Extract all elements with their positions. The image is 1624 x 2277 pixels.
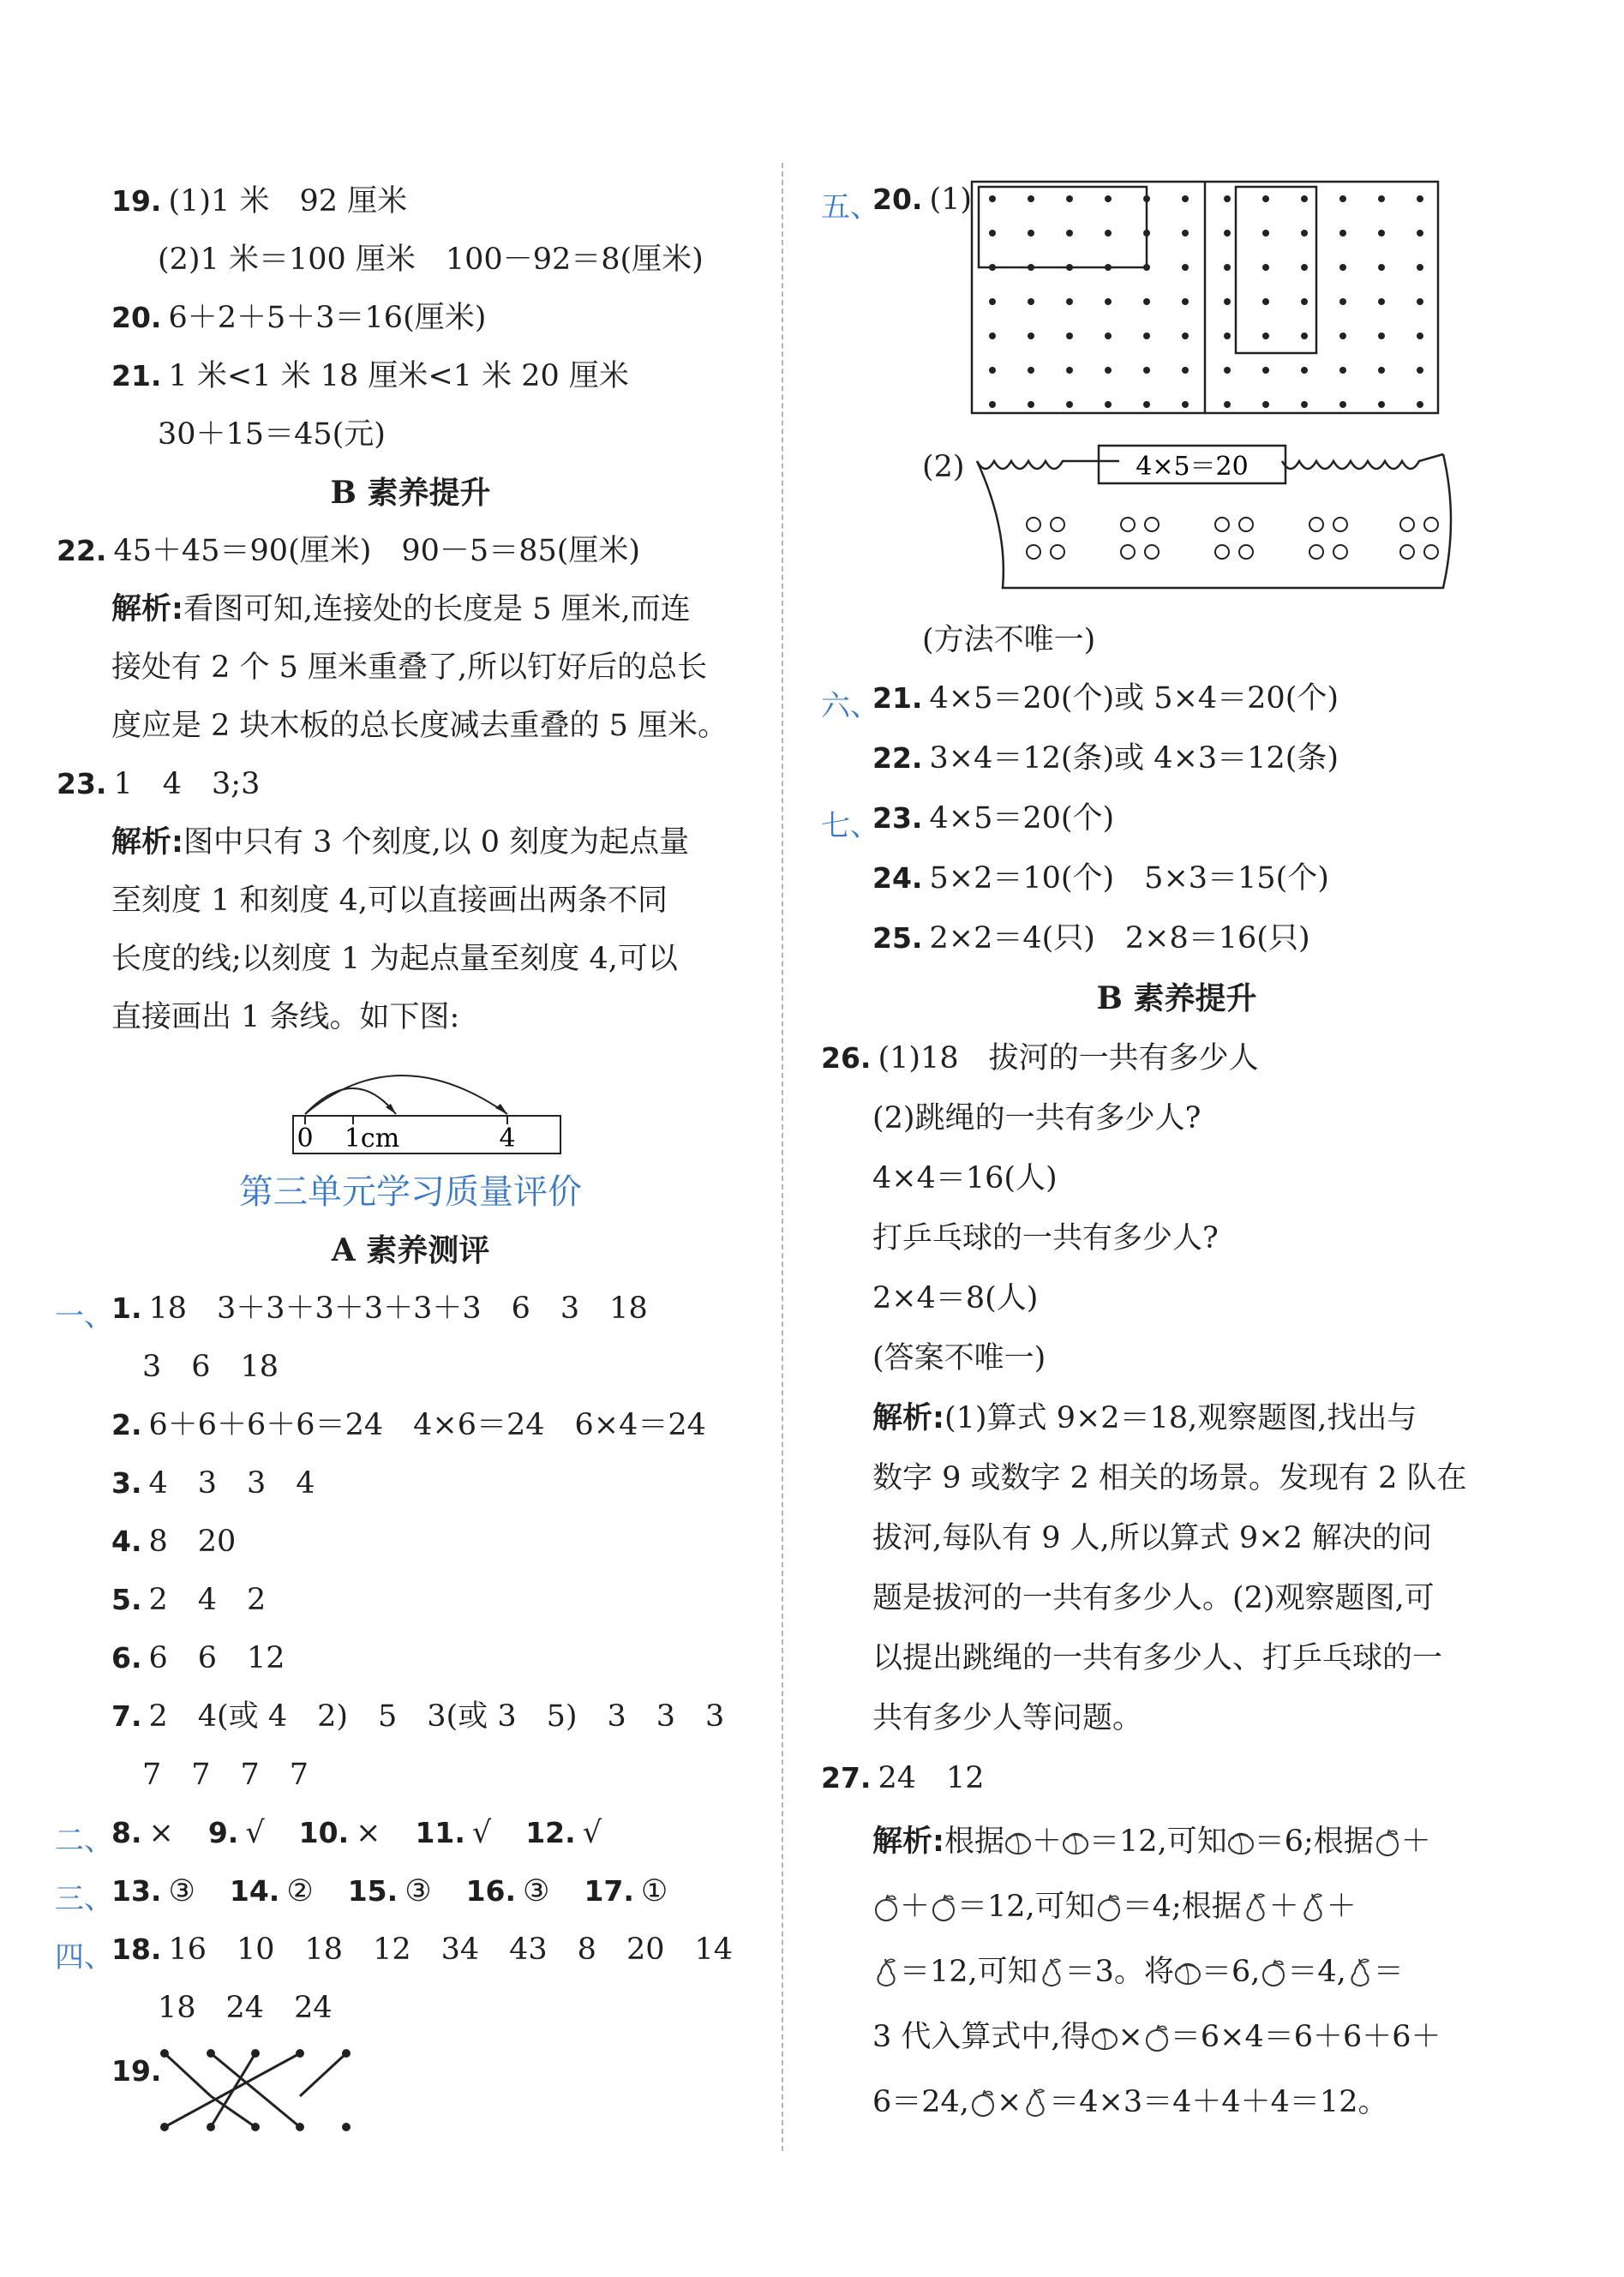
answer-24r — [872, 857, 1329, 900]
grid-dot — [1105, 367, 1112, 374]
grid-dot — [1224, 195, 1231, 202]
analysis-text: 图中只有 3 个刻度,以 0 刻度为起点量 — [183, 825, 690, 860]
question-number: 25. — [872, 921, 923, 955]
answer-18 — [111, 1928, 733, 1971]
analysis-text: ＝6;根据 — [1254, 1825, 1374, 1859]
analysis-text: ＝4×3＝4＋4＋4＝12。 — [1049, 2085, 1388, 2119]
analysis-text: 根据 — [944, 1825, 1005, 1859]
answer-text: 4×5＝20(个)或 5×4＝20(个) — [929, 681, 1339, 716]
section-6-label: 六、 — [821, 689, 879, 723]
grid-dot — [1028, 195, 1034, 202]
analysis-text: 3 代入算式中,得 — [872, 2020, 1091, 2054]
question-number: 23. — [872, 801, 923, 835]
grid-dot — [1143, 264, 1150, 271]
analysis-22-line2: 接处有 2 个 5 厘米重叠了,所以钉好后的总长 — [111, 650, 708, 685]
analysis-27-line1 — [872, 1820, 1431, 1863]
grid-dot — [1105, 230, 1112, 237]
answer-text: 2 4 2 — [148, 1583, 267, 1617]
grid-dot — [989, 195, 996, 202]
answer-21r — [872, 677, 1339, 720]
answer-6 — [111, 1637, 285, 1680]
analysis-27-line2 — [872, 1885, 1357, 1928]
pear-icon — [872, 1957, 900, 1986]
grid-dot — [1182, 195, 1189, 202]
analysis-text: ＋ — [1326, 1890, 1357, 1924]
grid-dot — [1143, 230, 1150, 237]
grid-dot — [1378, 401, 1385, 408]
grid-dot — [1224, 367, 1231, 374]
grid-dot — [1182, 264, 1189, 271]
analysis-text: ＝12,可知 — [1089, 1825, 1227, 1859]
analysis-text: ＋ — [900, 1890, 931, 1924]
analysis-26-line4: 题是拔河的一共有多少人。(2)观察题图,可 — [872, 1581, 1435, 1615]
ruler-tick-1cm: 1cm — [344, 1124, 400, 1153]
grid-dot — [1262, 195, 1269, 202]
question-number: 23. — [57, 767, 107, 800]
answer-text: 3×4＝12(条)或 4×3＝12(条) — [929, 741, 1339, 776]
question-number: 12. — [525, 1816, 576, 1849]
grid-dot — [1262, 401, 1269, 408]
grid-dot — [1378, 367, 1385, 374]
grid-dot — [1028, 298, 1034, 305]
section-7-label: 七、 — [821, 809, 879, 843]
grid-dot — [1143, 367, 1150, 374]
boat-box-label: 4×5＝20 — [1136, 452, 1249, 482]
analysis-text: ＋ — [1400, 1825, 1431, 1859]
pear-icon — [1022, 2088, 1049, 2117]
section-heading-b: B 素养提升 — [330, 475, 491, 511]
answer-26-line5: 2×4＝8(人) — [872, 1281, 1039, 1315]
section-4-label: 四、 — [55, 1940, 113, 1974]
apple-icon — [930, 1892, 957, 1921]
answer-text: 16 10 18 12 34 43 8 20 14 — [168, 1932, 734, 1967]
grid-dot — [1339, 264, 1346, 271]
apple-icon — [969, 2088, 997, 2117]
ruler-diagram — [286, 1046, 578, 1157]
analysis-23-line2: 至刻度 1 和刻度 4,可以直接画出两条不同 — [111, 884, 668, 918]
grid-dot — [1301, 401, 1308, 408]
question-number: 14. — [229, 1874, 280, 1908]
question-number: 13. — [111, 1874, 162, 1908]
analysis-label: 解析: — [872, 1825, 944, 1859]
peach-icon — [1174, 1957, 1202, 1986]
question-number: 5. — [111, 1583, 142, 1616]
grid-dot — [1378, 264, 1385, 271]
judge-mark: × — [356, 1816, 381, 1850]
grid-dot — [1417, 333, 1423, 339]
question-number: 20. — [872, 183, 923, 216]
analysis-27-line3 — [872, 1950, 1404, 1993]
grid-dot — [1105, 195, 1112, 202]
grid-dot — [1143, 195, 1150, 202]
answer-1-line2: 3 6 18 — [142, 1350, 279, 1384]
question-number: 17. — [584, 1874, 634, 1908]
method-note: (方法不唯一) — [922, 623, 1096, 657]
section-heading-a: A 素养测评 — [331, 1232, 490, 1268]
question-number: 20. — [111, 301, 162, 334]
grid-dot — [1378, 298, 1385, 305]
choice-mark: ② — [286, 1874, 314, 1908]
grid-dot — [1378, 230, 1385, 237]
question-number: 21. — [111, 359, 162, 392]
answer-text: 5×2＝10(个) 5×3＝15(个) — [929, 861, 1329, 896]
question-number: 22. — [872, 741, 923, 775]
analysis-text: ＝3。将 — [1064, 1955, 1174, 1989]
question-number: 18. — [111, 1932, 162, 1966]
apple-icon — [1260, 1957, 1287, 1986]
question-number: 19. — [111, 184, 162, 218]
grid-dot — [1028, 401, 1034, 408]
grid-dot — [1143, 401, 1150, 408]
matching-lines-diagram — [158, 2045, 398, 2139]
answer-2 — [111, 1404, 706, 1447]
boat-figure — [974, 442, 1471, 596]
answer-22 — [57, 530, 640, 572]
judge-mark: √ — [582, 1816, 602, 1850]
peach-icon — [1227, 1827, 1255, 1856]
answer-26-line3: 4×4＝16(人) — [872, 1161, 1058, 1195]
answer-text: 2 4(或 4 2) 5 3(或 3 5) 3 3 3 — [148, 1699, 725, 1734]
analysis-23-line4: 直接画出 1 条线。如下图: — [111, 1000, 460, 1034]
answer-20r — [872, 178, 972, 221]
grid-dot — [1066, 401, 1073, 408]
pear-icon — [1242, 1892, 1269, 1921]
analysis-23-line3: 长度的线;以刻度 1 为起点量至刻度 4,可以 — [111, 942, 678, 976]
answer-26-line4: 打乒乓球的一共有多少人? — [872, 1221, 1219, 1255]
analysis-text: ＝12,可知 — [900, 1955, 1038, 1989]
grid-dot — [1301, 264, 1308, 271]
analysis-text: ＝12,可知 — [957, 1890, 1095, 1924]
choice-answers — [111, 1870, 668, 1913]
grid-dot — [1262, 333, 1269, 339]
question-number: 11. — [415, 1816, 465, 1849]
analysis-label: 解析: — [111, 592, 183, 626]
part-label: (1) — [929, 183, 973, 217]
grid-dot — [1028, 367, 1034, 374]
grid-dot — [1066, 298, 1073, 305]
grid-dot — [989, 367, 996, 374]
grid-dot — [1224, 333, 1231, 339]
judge-mark: × — [148, 1816, 174, 1850]
grid-dot — [1339, 401, 1346, 408]
grid-dot — [1417, 401, 1423, 408]
section-heading-b-right: B 素养提升 — [1096, 980, 1257, 1016]
grid-dot — [1339, 298, 1346, 305]
analysis-label: 解析: — [111, 825, 183, 860]
grid-dot — [1182, 298, 1189, 305]
question-number: 9. — [207, 1816, 239, 1849]
analysis-27-line4 — [872, 2016, 1441, 2058]
grid-dot — [1301, 367, 1308, 374]
answer-23r — [872, 797, 1114, 840]
section-5-label: 五、 — [821, 190, 879, 225]
question-number: 1. — [111, 1291, 142, 1325]
grid-dot — [1339, 230, 1346, 237]
grid-dot — [1301, 195, 1308, 202]
analysis-23-line1 — [111, 821, 689, 864]
answer-text: 4 3 3 4 — [148, 1466, 315, 1501]
question-number: 27. — [821, 1761, 872, 1795]
answer-text: (1)1 米 92 厘米 — [168, 184, 408, 219]
answer-23 — [57, 763, 260, 806]
choice-mark: ③ — [405, 1874, 432, 1908]
answer-26-line6: (答案不唯一) — [872, 1341, 1046, 1375]
grid-dot — [1301, 298, 1308, 305]
answer-text: 1 米<1 米 18 厘米<1 米 20 厘米 — [168, 359, 629, 393]
analysis-26-line3: 拔河,每队有 9 人,所以算式 9×2 解决的问 — [872, 1521, 1432, 1555]
question-number: 21. — [872, 681, 923, 715]
question-number: 22. — [57, 534, 107, 567]
analysis-text: 看图可知,连接处的长度是 5 厘米,而连 — [183, 592, 691, 626]
grid-dot — [1224, 264, 1231, 271]
grid-dot — [1182, 401, 1189, 408]
answer-19 — [111, 180, 407, 223]
analysis-text: ＋ — [1032, 1825, 1063, 1859]
grid-dot — [1301, 230, 1308, 237]
analysis-text: (1)算式 9×2＝18,观察题图,找出与 — [944, 1401, 1417, 1435]
grid-dot — [989, 401, 996, 408]
grid-dot — [1028, 230, 1034, 237]
grid-dot — [1066, 367, 1073, 374]
analysis-26-line2: 数字 9 或数字 2 相关的场景。发现有 2 队在 — [872, 1461, 1467, 1495]
answer-text: 6＋2＋5＋3＝16(厘米) — [168, 301, 487, 335]
grid-dot — [1182, 230, 1189, 237]
judge-mark: √ — [471, 1816, 492, 1850]
grid-dot — [1143, 298, 1150, 305]
grid-dot — [1224, 230, 1231, 237]
grid-dot — [1105, 264, 1112, 271]
grid-dot — [1182, 333, 1189, 339]
analysis-text: ＝4, — [1287, 1955, 1346, 1989]
grid-dot — [989, 264, 996, 271]
grid-dot — [1301, 333, 1308, 339]
answer-text: 6 6 12 — [148, 1641, 285, 1675]
analysis-22-line3: 度应是 2 块木板的总长度减去重叠的 5 厘米。 — [111, 709, 728, 743]
analysis-26-line6: 共有多少人等问题。 — [872, 1701, 1143, 1735]
grid-dot — [1066, 230, 1073, 237]
analysis-26-line5: 以提出跳绳的一共有多少人、打乒乓球的一 — [872, 1641, 1443, 1675]
pear-icon — [1299, 1892, 1327, 1921]
answer-text: 45＋45＝90(厘米) 90－5＝85(厘米) — [113, 534, 641, 568]
grid-dot — [1066, 195, 1073, 202]
question-number: 10. — [298, 1816, 350, 1849]
answer-text: (1)18 拔河的一共有多少人 — [878, 1041, 1259, 1076]
judge-answers — [111, 1812, 602, 1855]
answer-text: 2×2＝4(只) 2×8＝16(只) — [929, 921, 1310, 956]
question-number: 15. — [347, 1874, 399, 1908]
answer-25r — [872, 917, 1310, 960]
apple-icon — [1374, 1827, 1401, 1856]
unit-title: 第三单元学习质量评价 — [239, 1172, 582, 1212]
grid-dot — [1028, 333, 1034, 339]
analysis-text: ＝4;根据 — [1122, 1890, 1242, 1924]
answer-21 — [111, 355, 629, 398]
column-divider — [782, 163, 783, 2151]
question-number: 24. — [872, 861, 923, 895]
question-number: 6. — [111, 1641, 142, 1675]
section-3-label: 三、 — [55, 1882, 113, 1916]
grid-dot — [1182, 367, 1189, 374]
analysis-label: 解析: — [872, 1401, 944, 1435]
grid-dot — [1262, 367, 1269, 374]
answer-text: 1 4 3;3 — [113, 767, 261, 801]
analysis-text: ＝6, — [1201, 1955, 1261, 1989]
grid-dot — [989, 333, 996, 339]
grid-dot — [1143, 333, 1150, 339]
grid-dot — [1224, 298, 1231, 305]
analysis-27-line5 — [872, 2081, 1387, 2124]
answer-21-line2: 30＋15＝45(元) — [158, 417, 386, 452]
grid-dot — [1378, 195, 1385, 202]
grid-dot — [1339, 367, 1346, 374]
dot-grid-figure — [970, 180, 1450, 420]
answer-5 — [111, 1579, 266, 1621]
question-number: 26. — [821, 1041, 872, 1075]
question-number: 7. — [111, 1699, 142, 1733]
judge-mark: √ — [245, 1816, 265, 1850]
grid-dot — [1224, 401, 1231, 408]
apple-icon — [1143, 2022, 1171, 2052]
answer-4 — [111, 1520, 236, 1563]
answer-text: 6＋6＋6＋6＝24 4×6＝24 6×4＝24 — [148, 1408, 706, 1442]
answer-3 — [111, 1462, 315, 1505]
question-number: 2. — [111, 1408, 142, 1441]
grid-dot — [1262, 298, 1269, 305]
analysis-22-line1 — [111, 588, 691, 631]
choice-mark: ① — [640, 1874, 668, 1908]
section-2-label: 二、 — [55, 1824, 113, 1858]
answer-27 — [821, 1757, 985, 1800]
analysis-text: ＝6×4＝6＋6＋6＋ — [1170, 2020, 1441, 2054]
grid-dot — [1417, 367, 1423, 374]
section-1-label: 一、 — [55, 1299, 113, 1333]
question-number: 8. — [111, 1816, 142, 1849]
question-number: 4. — [111, 1525, 142, 1558]
question-number: 3. — [111, 1466, 142, 1500]
choice-mark: ③ — [168, 1874, 195, 1908]
grid-dot — [1339, 333, 1346, 339]
grid-dot — [1066, 333, 1073, 339]
pear-icon — [1346, 1957, 1374, 1986]
apple-icon — [1095, 1892, 1123, 1921]
answer-text: 8 20 — [148, 1525, 237, 1559]
grid-dot — [1262, 230, 1269, 237]
grid-dot — [989, 298, 996, 305]
answer-text: 18 3＋3＋3＋3＋3＋3 6 3 18 — [148, 1291, 648, 1326]
ruler-tick-4: 4 — [499, 1124, 516, 1153]
peach-icon — [1091, 2022, 1118, 2052]
analysis-text: ＝ — [1373, 1955, 1404, 1989]
answer-26 — [821, 1037, 1259, 1080]
choice-mark: ③ — [523, 1874, 550, 1908]
answer-22r — [872, 737, 1339, 780]
analysis-26-line1 — [872, 1397, 1417, 1440]
grid-dot — [1028, 264, 1034, 271]
analysis-text: 6＝24, — [872, 2085, 969, 2119]
grid-dot — [1417, 195, 1423, 202]
answer-18-line2: 18 24 24 — [158, 1991, 333, 2025]
answer-7 — [111, 1695, 724, 1738]
pear-icon — [1038, 1957, 1065, 1986]
answer-1 — [111, 1287, 648, 1330]
analysis-text: × — [1118, 2020, 1143, 2054]
grid-dot — [1262, 264, 1269, 271]
grid-dot — [989, 230, 996, 237]
grid-dot — [1417, 264, 1423, 271]
grid-dot — [1378, 333, 1385, 339]
peach-icon — [1004, 1827, 1032, 1856]
apple-icon — [872, 1892, 900, 1921]
answer-text: 24 12 — [878, 1761, 985, 1795]
grid-dot — [1105, 298, 1112, 305]
question-number: 16. — [465, 1874, 517, 1908]
answer-20 — [111, 297, 486, 339]
answer-26-line2: (2)跳绳的一共有多少人? — [872, 1101, 1202, 1136]
question-number: 19. — [111, 2054, 162, 2088]
analysis-text: ＋ — [1268, 1890, 1299, 1924]
grid-dot — [1066, 264, 1073, 271]
analysis-text: × — [996, 2085, 1022, 2119]
grid-dot — [1417, 230, 1423, 237]
peach-icon — [1062, 1827, 1089, 1856]
answer-19-line2: (2)1 米＝100 厘米 100－92＝8(厘米) — [158, 243, 704, 277]
answer-7-line2: 7 7 7 7 — [142, 1758, 309, 1792]
grid-dot — [1105, 333, 1112, 339]
grid-dot — [1339, 195, 1346, 202]
answer-text: 4×5＝20(个) — [929, 801, 1115, 836]
grid-dot — [1105, 401, 1112, 408]
answer-20r-part2: (2) — [922, 450, 965, 484]
ruler-tick-0: 0 — [297, 1124, 314, 1153]
grid-dot — [1417, 298, 1423, 305]
